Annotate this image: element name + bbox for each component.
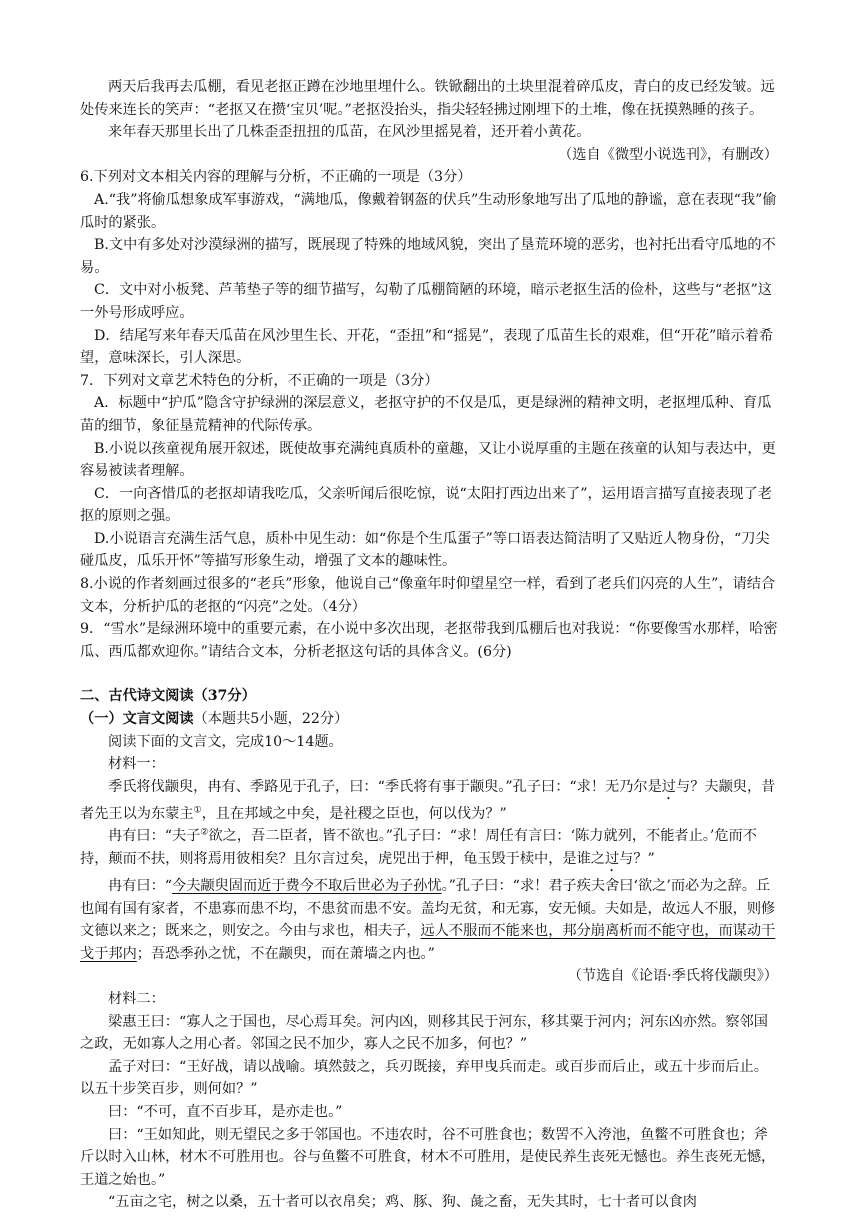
section-title: 二、古代诗文阅读（37分）	[80, 688, 256, 705]
text-run: 冉有曰：“	[108, 878, 173, 894]
material-2-paragraph: 曰：“不可，直不百步耳，是亦走也。”	[108, 1103, 343, 1120]
material-2-paragraph: 曰：“王如知此，则无望民之多于邻国也。不违农时，谷不可胜食也；数罟不入洿池，鱼鳖不可胜食也；斧斤以时入山林，材木不可胜用也。谷与鱼鳖不可胜食，材木不可胜用，是使民养生丧死无憾也。养生丧死无憾，王道之始也。”	[80, 1126, 776, 1188]
story-source: （选自《微型小说选刊》，有删改）	[558, 146, 778, 163]
material-1-paragraph	[80, 825, 778, 875]
material-2-paragraph: “五亩之宅，树之以桑，五十者可以衣帛矣；鸡、豚、狗、彘之畜，无失其时，七十者可以食肉	[108, 1194, 697, 1211]
question-9: 9．“雪水”是绿洲环境中的重要元素，在小说中多次出现，老抠带我到瓜棚后也对我说：“你要像雪水那样，哈密瓜、西瓜都欢迎你。”请结合文本，分析老抠这句话的具体含义。(6分)	[80, 621, 778, 660]
material-1-paragraph	[80, 776, 778, 826]
story-paragraph: 两天后我再去瓜棚，看见老抠正蹲在沙地里埋什么。铁锨翻出的土块里混着碎瓜皮，青白的皮已经发皱。远处传来连长的笑声：“老抠又在攒‘宝贝’呢。”老抠没抬头，指尖轻轻拂过刚埋下的土堆，像在抚摸熟睡的孩子。	[80, 79, 775, 118]
text-run: ；吾恐季孙之忧，不在颛臾，而在萧墙之内也。”	[136, 945, 435, 962]
subsection-note: （本题共5小题，22分）	[193, 711, 349, 728]
story-paragraph: 来年春天那里长出了几株歪歪扭扭的瓜苗，在风沙里摇晃着，还开着小黄花。	[108, 124, 591, 141]
text-run: 。”孔子曰：“求！君子疾夫舍曰‘欲之’而必为之辞。丘也闻有国有家者，不患寡而患不均，不患贫而患不安。盖均无贫，和无寡，安无倾。夫如是，故远人不服，则修文德以来之；既来之，则安之。今由与求也，相夫子，	[80, 878, 776, 940]
question-6-option-a: A.“我”将偷瓜想象成军事游戏，“满地瓜，像戴着钢盔的伏兵”生动形象地写出了瓜地的静谧，意在表现“我”偷瓜时的紧张。	[80, 191, 777, 231]
subsection-title	[80, 708, 778, 731]
instruction: 阅读下面的文言文，完成10～14题。	[108, 733, 343, 750]
material-2-paragraph: 梁惠王曰：“寡人之于国也，尽心焉耳矣。河内凶，则移其民于河东，移其粟于河内；河东凶亦然。察邻国之政，无如寡人之用心者。邻国之民不加少，寡人之民不加多，何也？”	[80, 1013, 768, 1053]
section-gap	[80, 663, 778, 685]
text-run: 季氏将伐颛臾，冉有、季路见于孔子，曰：“季氏将有事于颛臾。”孔子曰：“求！无乃尔是	[108, 778, 662, 795]
question-6-option-b: B.文中有多处对沙漠绿洲的描写，既展现了特殊的地域风貌，突出了垦荒环境的恶劣，也衬托出看守瓜地的不易。	[80, 237, 776, 276]
material-1-label: 材料一：	[108, 756, 165, 773]
material-2-paragraph: 孟子对曰：“王好战，请以战喻。填然鼓之，兵刃既接，弃甲曳兵而走。或百步而后止，或五十步而后止。以五十步笑百步，则何如？”	[80, 1058, 768, 1098]
question-7-option-a: A．标题中“护瓜”隐含守护绿洲的深层意义，老抠守护的不仅是瓜，更是绿洲的精神文明，老抠埋瓜种、育瓜苗的细节，象征垦荒精神的代际传承。	[80, 395, 772, 434]
subsection-title-text: （一）文言文阅读	[80, 711, 194, 728]
question-7-stem: 7．下列对文章艺术特色的分析，不正确的一项是（3分）	[80, 372, 439, 389]
underlined-sentence: 今夫颛臾固而近于费今不取后世必为子孙忧	[172, 878, 442, 894]
text-run: ，且在邦域之中矣，是社稷之臣也，何以伐为？”	[201, 805, 507, 822]
emphasized-char: 过	[604, 851, 620, 867]
material-1-paragraph	[80, 875, 778, 965]
question-6-option-c: C．文中对小板凳、芦苇垫子等的细节描写，勾勒了瓜棚简陋的环境，暗示老抠生活的俭朴，这些与“老抠”这一外号形成呼应。	[80, 282, 772, 321]
footnote-mark: ②	[200, 827, 209, 838]
text-run: 与？”	[619, 851, 655, 867]
text-run: 欲之，吾二臣者，皆不欲也。”孔子曰：“求！周任有言曰：‘陈力就列，不能者止。’危而不持，颠而不扶，则将焉用彼相矣？且尔言过矣，虎兕出于柙，龟玉毁于椟中，是谁之	[80, 828, 757, 867]
material-1-source: （节选自《论语·季氏将伐颛臾》）	[567, 968, 778, 985]
question-7-option-c: C．一向吝惜瓜的老抠却请我吃瓜，父亲听闻后很吃惊，说“太阳打西边出来了”，运用语言描写直接表现了老抠的原则之强。	[80, 485, 772, 525]
text-run: 与？夫颛臾，昔者先王以为东蒙主	[80, 778, 776, 822]
text-run: 冉有曰：“夫子	[108, 828, 201, 845]
material-2-label: 材料二：	[108, 990, 165, 1007]
emphasized-char: 过	[661, 778, 676, 795]
underlined-sentence: 远人不服而不能来也，邦分崩离析而不能守也，而谋动干戈于邦内	[80, 923, 776, 962]
question-6-option-d: D．结尾写来年春天瓜苗在风沙里生长、开花，“歪扭”和“摇晃”，表现了瓜苗生长的艰难，但“开花”暗示着希望，意味深长，引人深思。	[80, 327, 774, 367]
question-7-option-d: D.小说语言充满生活气息，质朴中见生动：如“你是个生瓜蛋子”等口语表达简洁明了又贴近人物身份，“刀尖碰瓜皮，瓜乐开怀”等描写形象生动，增强了文本的趣味性。	[80, 530, 770, 570]
question-6-stem: 6.下列对文本相关内容的理解与分析，不正确的一项是（3分）	[80, 169, 472, 186]
footnote-mark: ①	[193, 805, 202, 816]
question-8: 8.小说的作者刻画过很多的“老兵”形象，他说自己“像童年时仰望星空一样，看到了老兵们闪亮的人生”，请结合文本，分析护瓜的老抠的“闪亮”之处。（4分）	[80, 576, 776, 615]
question-7-option-b: B.小说以孩童视角展开叙述，既使故事充满纯真质朴的童趣，又让小说厚重的主题在孩童的认知与表达中，更容易被读者理解。	[80, 440, 776, 480]
